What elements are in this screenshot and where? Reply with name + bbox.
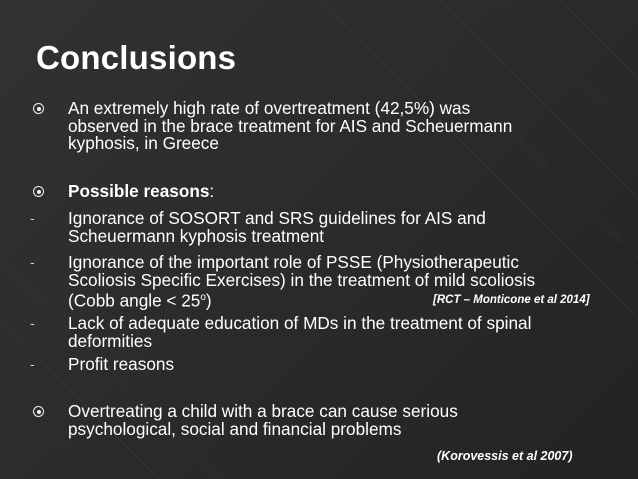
reason-line: Profit reasons (68, 354, 175, 374)
rct-reference: [RCT – Monticone et al 2014] (433, 294, 590, 306)
dash-bullet-icon: - (30, 210, 35, 226)
bullet-line: psychological, social and financial problems (68, 418, 402, 439)
reason-line: Ignorance of SOSORT and SRS guidelines for AIS and (68, 208, 486, 228)
bullet-text (68, 100, 613, 153)
reason-line: Lack of adequate education of MDs in the treatment of spinal (68, 313, 532, 333)
reason-line: deformities (68, 330, 153, 351)
dash-bullet-icon: - (30, 254, 35, 270)
bullet-line: observed in the brace treatment for AIS and Scheuermann (68, 115, 513, 136)
circle-dot-bullet-icon (33, 406, 44, 417)
dash-bullet-icon: - (30, 356, 35, 372)
bullet-text (68, 403, 613, 438)
bullet-line: Overtreating a child with a brace can cause serious (68, 401, 458, 421)
cobb-angle-close: ) (205, 290, 212, 311)
bullet-line: An extremely high rate of overtreatment (42,5%) was (68, 98, 471, 118)
possible-reasons-label: Possible reasons (68, 181, 210, 201)
reason-text (68, 254, 613, 310)
footer-reference: (Korovessis et al 2007) (437, 449, 573, 463)
circle-dot-bullet-icon (33, 103, 44, 114)
reason-line: Scheuermann kyphosis treatment (68, 225, 325, 246)
cobb-angle-text: (Cobb angle < 25 (68, 290, 201, 311)
reason-line: Ignorance of the important role of PSSE (Physiotherapeutic (68, 252, 519, 272)
slide-title: Conclusions (36, 39, 237, 76)
dash-bullet-icon: - (30, 315, 35, 331)
reason-text (68, 356, 613, 374)
bullet-line: kyphosis, in Greece (68, 133, 219, 153)
bullet-text (68, 183, 613, 201)
circle-dot-bullet-icon (33, 186, 44, 197)
reason-text (68, 210, 613, 245)
reason-text (68, 315, 613, 350)
degree-superscript: o (200, 292, 206, 303)
reason-line (68, 289, 613, 310)
possible-reasons-colon: : (209, 181, 215, 201)
reason-line: Scoliosis Specific Exercises) in the treatment of mild scoliosis (68, 269, 536, 290)
